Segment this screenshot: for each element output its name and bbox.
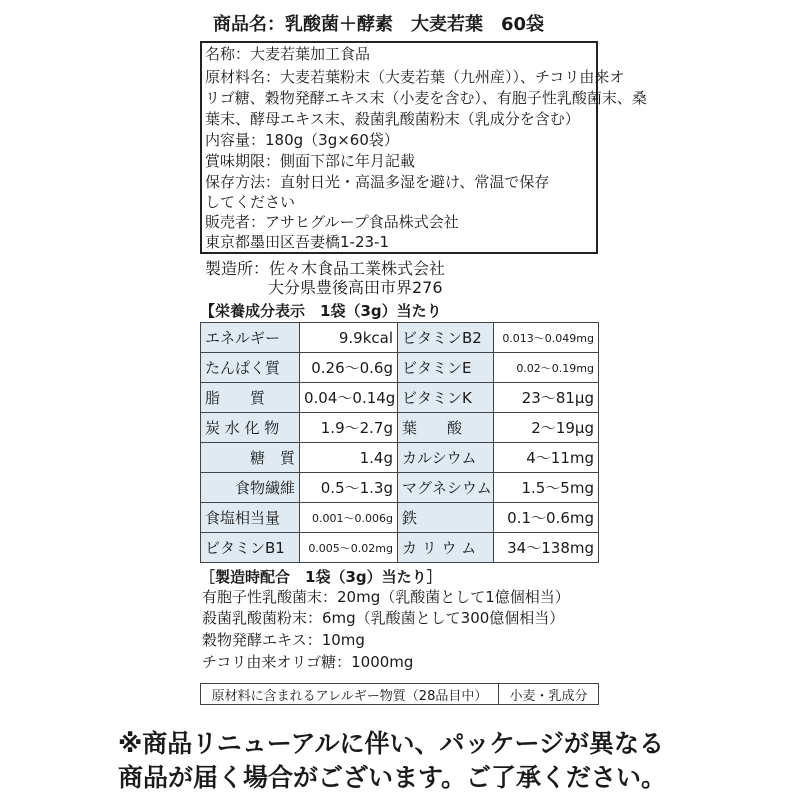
nutrient-label: 食物繊維: [201, 473, 300, 503]
nutrition-row: [201, 443, 599, 473]
info-seller-1: 販売者：アサヒグループ食品株式会社: [205, 213, 459, 231]
nutrient-label: 脂 質: [201, 383, 300, 413]
notice-line-2: 商品が届く場合がございます。ご了承ください。: [118, 763, 667, 792]
nutrient-value: 0.02～0.19mg: [494, 353, 599, 383]
info-seller-2: 東京都墨田区吾妻橋1-23-1: [205, 233, 389, 251]
nutrition-row: [201, 383, 599, 413]
mix-line: 殺菌乳酸菌粉末：6mg（乳酸菌として300億個相当）: [202, 609, 565, 627]
nutrient-value: 9.9kcal: [300, 323, 398, 353]
nutrient-value: 23～81μg: [494, 383, 599, 413]
nutrition-row: [201, 533, 599, 563]
mix-line: 有胞子性乳酸菌末：20mg（乳酸菌として1億個相当）: [202, 588, 570, 606]
nutrient-label: カ リ ウ ム: [398, 533, 494, 563]
nutrient-label: マグネシウム: [398, 473, 494, 503]
nutrient-value: 0.001～0.006g: [300, 503, 398, 533]
nutrient-value: 2～19μg: [494, 413, 599, 443]
nutrient-value: 0.1～0.6mg: [494, 503, 599, 533]
info-ingredients-3: 葉末、酵母エキス末、殺菌乳酸菌粉末（乳成分を含む）: [205, 110, 580, 128]
mix-title: ［製造時配合 1袋（3g）当たり］: [200, 568, 442, 586]
info-content: 内容量：180g（3g×60袋）: [205, 131, 399, 149]
nutrient-value: 34～138mg: [494, 533, 599, 563]
nutrient-label: 食塩相当量: [201, 503, 300, 533]
nutrient-label: ビタミンK: [398, 383, 494, 413]
info-storage-1: 保存方法：直射日光・高温多湿を避け、常温で保存: [205, 173, 550, 191]
nutrition-row: [201, 413, 599, 443]
manufacturer-line-1: 製造所：佐々木食品工業株式会社: [205, 259, 446, 278]
nutrient-label: 炭 水 化 物: [201, 413, 300, 443]
allergy-label: 原材料に含まれるアレルギー物質（28品目中）: [201, 684, 499, 705]
manufacturer-line-2: 大分県豊後高田市界276: [268, 278, 443, 297]
nutrient-value: 0.013～0.049mg: [494, 323, 599, 353]
nutrient-label: ビタミンB1: [201, 533, 300, 563]
nutrient-value: 1.4g: [300, 443, 398, 473]
nutrient-label: 糖 質: [201, 443, 300, 473]
allergy-row: [201, 684, 599, 705]
info-ingredients-1: 原材料名：大麦若葉粉末（大麦若葉（九州産））、チコリ由来オ: [205, 68, 625, 86]
nutrition-row: [201, 353, 599, 383]
nutrient-label: ビタミンB2: [398, 323, 494, 353]
info-storage-2: してください: [205, 193, 296, 211]
nutrition-title: 【栄養成分表示 1袋（3g）当たり: [200, 302, 442, 320]
info-ingredients-2: リゴ糖、穀物発酵エキス末（小麦を含む）、有胞子性乳酸菌末、桑: [205, 89, 647, 107]
allergy-value: 小麦・乳成分: [499, 684, 599, 705]
mix-line: チコリ由来オリゴ糖：1000mg: [202, 653, 414, 671]
nutrition-row: [201, 503, 599, 533]
nutrient-label: 葉 酸: [398, 413, 494, 443]
nutrient-value: 4～11mg: [494, 443, 599, 473]
nutrient-value: 0.5～1.3g: [300, 473, 398, 503]
nutrition-row: [201, 323, 599, 353]
notice-line-1: ※商品リニューアルに伴い、パッケージが異なる: [118, 729, 665, 758]
nutrient-label: 鉄: [398, 503, 494, 533]
nutrient-label: カルシウム: [398, 443, 494, 473]
nutrient-value: 0.04～0.14g: [300, 383, 398, 413]
info-name: 名称：大麦若葉加工食品: [205, 45, 371, 63]
nutrient-value: 0.26～0.6g: [300, 353, 398, 383]
nutrient-value: 0.005～0.02mg: [300, 533, 398, 563]
nutrient-label: エネルギー: [201, 323, 300, 353]
nutrition-row: [201, 473, 599, 503]
mix-line: 穀物発酵エキス：10mg: [202, 631, 365, 649]
nutrient-label: たんぱく質: [201, 353, 300, 383]
nutrition-table: [200, 322, 599, 563]
info-expiry: 賞味期限：側面下部に年月記載: [205, 152, 416, 170]
nutrient-value: 1.9～2.7g: [300, 413, 398, 443]
allergy-table: [200, 683, 599, 705]
product-title: 商品名：乳酸菌＋酵素 大麦若葉 60袋: [213, 14, 545, 35]
nutrient-value: 1.5～5mg: [494, 473, 599, 503]
nutrient-label: ビタミンE: [398, 353, 494, 383]
